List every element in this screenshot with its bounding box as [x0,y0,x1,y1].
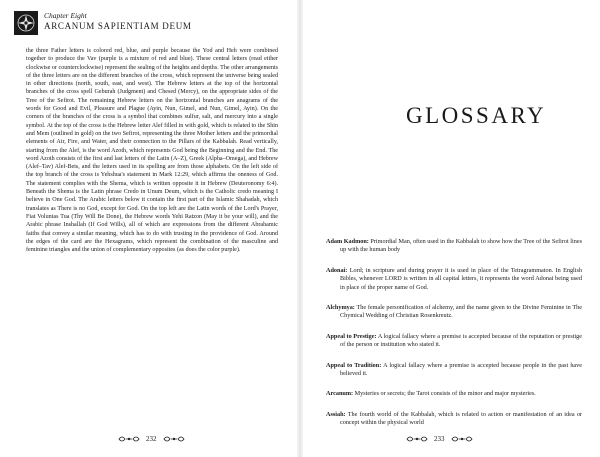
glossary-term: Appeal to Tradition: [326,361,382,369]
body-paragraph: the three Father letters is colored red, blue, and purple because the Yod and Heh were combined together to produce the Vav (purple is a mixture of red and blue). These central letters (read either clockwise or counterclockwise) represent the sealing of the heights and depths. The other arrangements of the three letters are on the different branches of the cross, which represent the universe being sealed in other directions (north, south, east, and west). The Hebrew letters at the top of the horizontal branches of the cross spell Geburah (Judgment) and Chesed (Mercy), on the appropriate sides of the Tree of the Sefirot. The remaining Hebrew letters on the horizontal branches are anagrams of the words for Good and Evil, Pleasure and Plague (Ayin, Nun, Gimel, and Nun, Gimel, Ayin). On the corners of the branches of the cross is a symbol that combines sulfur, salt, and mercury into a single symbol. At the top of the cross is the Hebrew letter Alef filled in with gold, which is related to the Shin and Mem (outlined in gold) on the two Sefirot, representing the three Mother letters and the primordial elements of Air, Fire, and Water, and their connection to the Pillars of the Kabbalah. Read vertically, starting from the Alef, is the word Azoth, which represents God being the Beginning and the End. The word Azoth consists of the first and last letters of the Latin (A–Z), Greek (Alpha–Omega), and Hebrew (Alef–Tav) Alef-Bets, and the letters used in its spelling are from those alphabets. On the left side of the top branch of the cross is Yehshua's statement in Mark 12:29, which affirms the oneness of God. The statement complies with the Shema, which is written opposite it in Hebrew (Deuteronomy 6:4). Beneath the Shema is the Latin phrase Credo in Unum Deum, which is the Catholic credo meaning I believe in One God. The Arabic letters below it contain the first part of the Islamic Shahadah, which translates as There is no God, except for God. On the top left are the Latin words of the Lord's Prayer, Fiat Voluntas Tua (Thy Will Be Done), the Hebrew words Yehi Ratzon (May it be your will), and the Arabic phrase Inshallah (If God Wills), all of which are expressions from the different Abrahamic faiths that convey a similar meaning, which has to do with trusting in the providence of God. Around the edges of the card are the Hexagrams, which represent the combination of the masculine and feminine triangles and the union of complementary opposites (as does the color purple). [26,48,279,254]
glossary-definition: A logical fallacy where a premise is accepted because of the reputation or prestige of the person or institution who stated it. [340,332,583,349]
glossary-entry [326,304,582,321]
glossary-definition: The female personification of alchemy, and the name given to the Divine Feminine in The Chymical Wedding of Christian Rosenkreutz. [340,304,582,320]
glossary-term: Arcanum: [326,390,354,398]
folio-right [406,434,473,444]
glossary-term: Adam Kadmon: [326,238,369,245]
page-number-right: 233 [434,435,445,443]
left-page [0,0,298,457]
glossary-entry [326,362,582,379]
chapter-emblem-icon [14,11,38,35]
glossary-definition: Primordial Man, often used in the Kabbalah to show how the Tree of the Sefirot lines up with the human body [340,238,582,254]
folio-left [118,434,185,444]
glossary-term: Alchymya: [326,304,355,312]
glossary-entry [326,333,582,350]
folio-ornament-icon [406,435,428,443]
glossary-entry [326,411,582,428]
page-number-left: 232 [146,435,157,443]
folio-ornament-icon [451,435,473,443]
glossary-definition: Mysteries or secrets; the Tarot consists of the minor and major mysteries. [353,390,536,398]
glossary-term: Adonai: [326,266,348,274]
glossary-definition: Lord; in scripture and during prayer it is used in place of the Tetragrammaton. In English Bibles, whenever LORD is written in all capital letters, it represents the word Adonai being used in place of the proper name of God. [340,266,582,291]
folio-ornament-icon [163,435,185,443]
glossary-list [326,238,582,440]
running-chapter-title: ARCANUM SAPIENTIAM DEUM [44,21,192,31]
glossary-term: Appeal to Prestige: [326,332,377,340]
running-chapter-label: Chapter Eight [44,11,87,20]
right-page [302,0,600,457]
glossary-definition: The fourth world of the Kabbalah, which is related to action or manifestation of an idea or concept within the physical world [340,410,582,427]
glossary-definition: A logical fallacy where a premise is accepted because people in the past have believed it. [340,361,582,378]
glossary-entry [326,238,582,255]
glossary-entry [326,390,582,398]
glossary-heading: GLOSSARY [406,103,547,128]
glossary-term: Assiah: [326,410,346,418]
glossary-entry [326,267,582,292]
folio-ornament-icon [118,435,140,443]
running-header [14,11,284,41]
